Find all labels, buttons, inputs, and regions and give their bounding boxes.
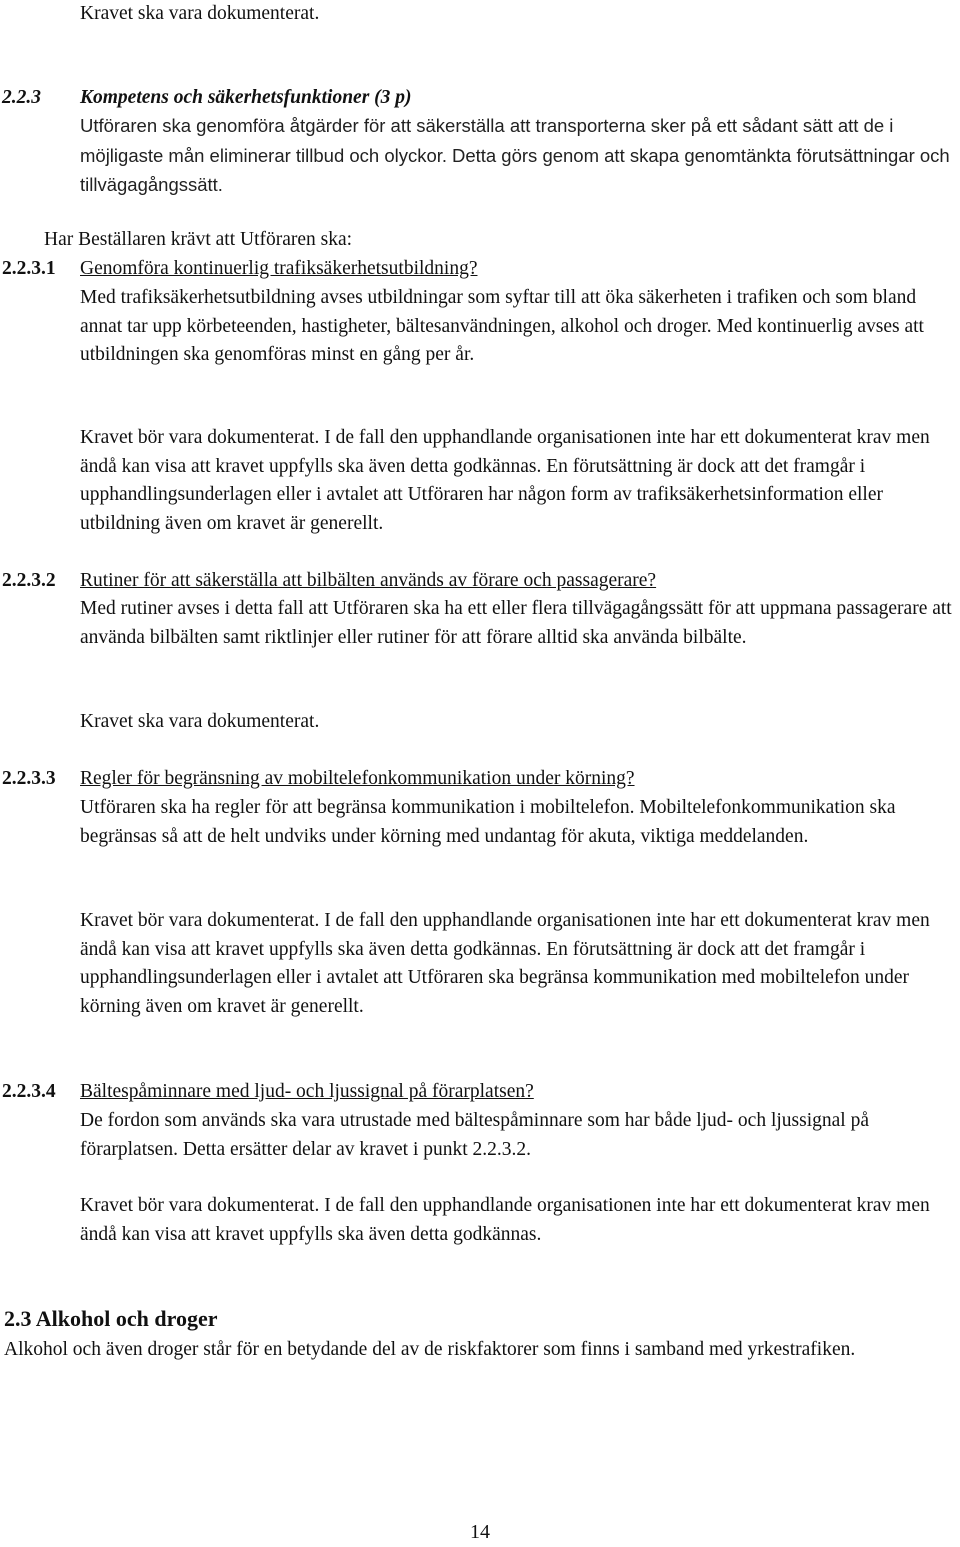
question-heading-2 [2, 567, 656, 596]
requirement-text: Kravet bör vara dokumenterat. I de fall den upphandlande organisationen inte har ett dokumenterat krav men ändå kan visa att kravet uppfylls ska även detta godkännas. En förutsättning är dock att det framgår i upphandlingsunderlagen eller i avtalet att Utföraren ska begränsa kommunikation med mobiltelefon under körning även om kravet är generellt. [80, 910, 930, 1017]
requirement-detail: I de fall den upphandlande organisationen inte har ett dokumenterat krav men ändå kan visa att kravet uppfylls ska även detta godkännas. En förutsättning är dock att det framgår i upphandlingsunderlagen eller i avtalet att Utföraren har någon form av trafiksäkerhetsinformation eller utbildning även om kravet är generellt. [80, 427, 930, 534]
question-number: 2.2.3.3 [2, 768, 56, 789]
section-intro: Har Beställaren krävt att Utföraren ska: [44, 229, 353, 250]
question-title: Rutiner för att säkerställa att bilbälten används av förare och passagerare? [80, 570, 657, 591]
question-title: Regler för begränsning av mobiltelefonkommunikation under körning? [80, 768, 635, 789]
question-body: Utföraren ska ha regler för att begränsa kommunikation i mobiltelefon. Mobiltelefonkommunikation ska begränsas så att de helt undviks under körning med undantag för akuta, viktiga meddelanden. [80, 797, 896, 847]
question-number: 2.2.3.4 [2, 1081, 56, 1102]
section-number: 2.2.3 [2, 87, 41, 108]
section-title: Kompetens och säkerhetsfunktioner (3 p) [80, 87, 412, 108]
page-number: 14 [470, 1521, 490, 1543]
question-body-part-b: Med kontinuerlig avses att utbildningen ska genomföras minst en gång per år. [80, 315, 924, 365]
question-body: De fordon som används ska vara utrustade med bältespåminnare som har både ljud- och ljussignal på förarplatsen. Detta ersätter delar av kravet i punkt 2.2.3.2. [80, 1110, 869, 1160]
question-number: 2.2.3.2 [2, 570, 56, 591]
section-heading-2-2-3 [2, 84, 412, 113]
question-body: Med rutiner avses i detta fall att Utföraren ska ha ett eller flera tillvägagångssätt för att uppmana passagerare att använda bilbälten samt riktlinjer eller rutiner för att förare alltid ska använda bilbälte. [80, 598, 952, 648]
requirement-text: Kravet ska vara dokumenterat. [80, 711, 320, 732]
question-heading-3 [2, 765, 635, 794]
question-body [80, 284, 960, 370]
question-heading-1 [2, 255, 477, 284]
requirement-text [80, 424, 960, 538]
section-heading-2-3: 2.3 Alkohol och droger [4, 1306, 218, 1331]
question-heading-4 [2, 1078, 534, 1107]
section-body-part-a: Utföraren ska genomföra åtgärder för att säkerställa att transporterna sker på ett sådant sätt att de i möjligaste mån eliminerar tillbud och olyckor. [80, 115, 894, 166]
requirement-note: Kravet ska vara dokumenterat. [80, 3, 320, 24]
question-title: Bältespåminnare med ljud- och ljussignal på förarplatsen? [80, 1081, 534, 1102]
section-body [80, 112, 960, 201]
requirement-label: Kravet bör vara dokumenterat. [80, 427, 320, 448]
section-body: Alkohol och även droger står för en betydande del av de riskfaktorer som finns i samband med yrkestrafiken. [4, 1339, 856, 1360]
requirement-text: Kravet bör vara dokumenterat. I de fall den upphandlande organisationen inte har ett dokumenterat krav men ändå kan visa att kravet uppfylls ska även detta godkännas. [80, 1195, 930, 1245]
section-body-part-b: Detta görs genom att skapa genomtänkta förutsättningar och tillvägagångssätt. [80, 144, 950, 195]
question-title: Genomföra kontinuerlig trafiksäkerhetsutbildning? [80, 258, 478, 279]
question-number: 2.2.3.1 [2, 258, 56, 279]
question-body-part-a: Med trafiksäkerhetsutbildning avses utbildningar som syftar till att öka säkerheten i trafiken och som bland annat tar upp körbeteenden, hastigheter, bältesanvändningen, alkohol och droger. [80, 287, 917, 337]
